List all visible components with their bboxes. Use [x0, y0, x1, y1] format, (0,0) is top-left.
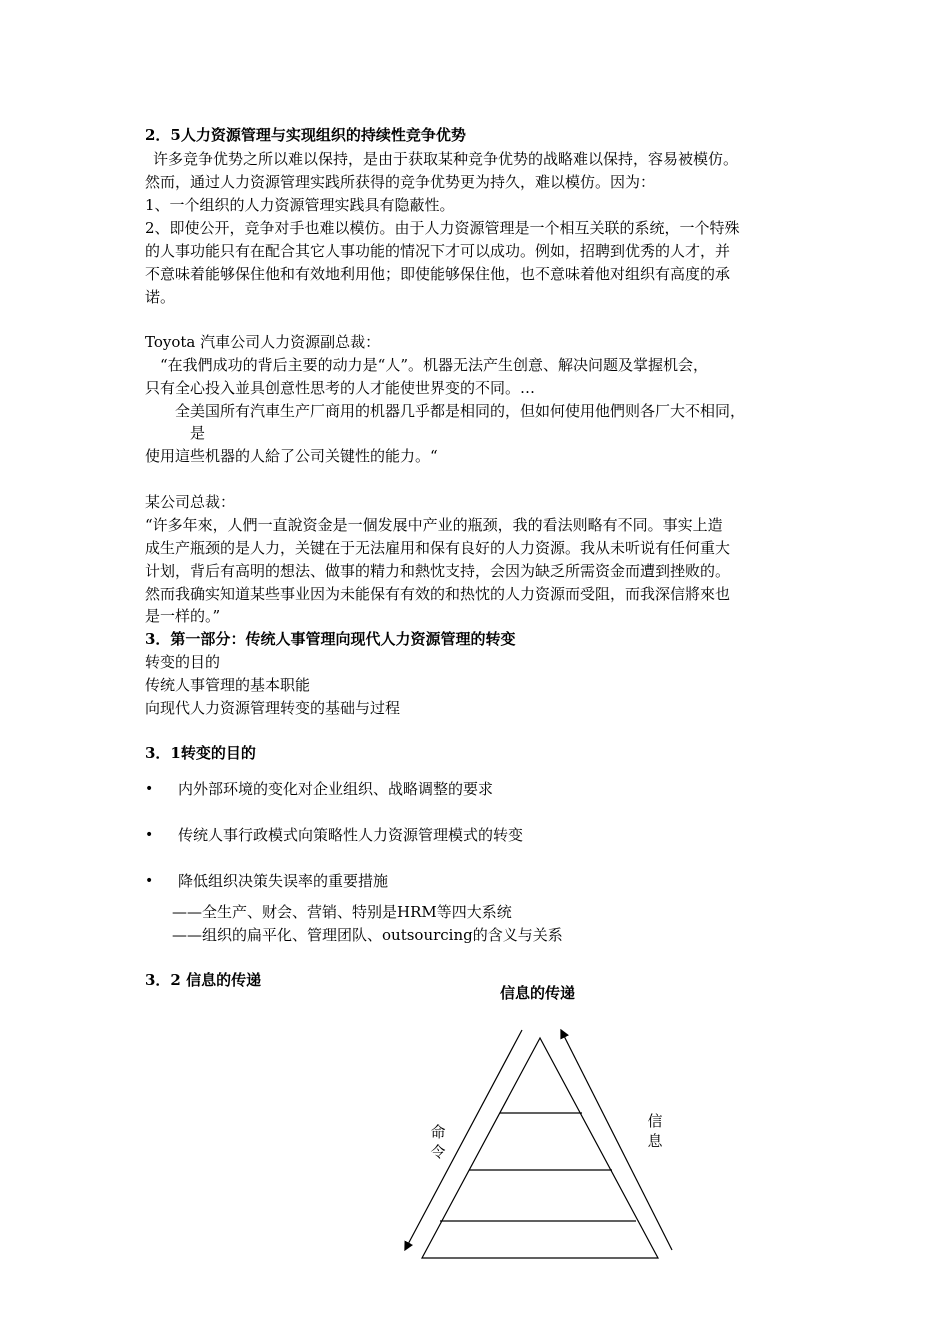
section-2-5-heading: 2．5人力资源管理与实现组织的持续性竞争优势	[145, 126, 466, 144]
quote-line: 是	[190, 424, 206, 442]
list-item: 传统人事管理的基本职能	[145, 676, 311, 694]
quote-line: 然而我确实知道某些事业因为未能保有有效的和热忱的人力资源而受阻，而我深信將來也	[145, 585, 731, 603]
bullet-icon: •	[145, 781, 154, 797]
information-label: 信 息	[647, 1112, 663, 1150]
quote-line: 全美国所有汽車生产厂商用的机器几乎都是相同的，但如何使用他們则各厂大不相同，	[175, 402, 746, 420]
paragraph-line: 许多竞争优势之所以难以保持，是由于获取某种竞争优势的战略难以保持，容易被模仿。	[153, 150, 739, 168]
command-arrow	[406, 1030, 522, 1248]
quote-line: 只有全心投入並具创意性思考的人才能使世界变的不同。…	[145, 379, 536, 397]
list-item: 1、一个组织的人力资源管理实践具有隐蔽性。	[145, 196, 455, 214]
section-3-1-heading: 3．1转变的目的	[145, 744, 256, 762]
paragraph-line: 诺。	[145, 288, 176, 306]
paragraph-line: 不意味着能够保住他和有效地利用他；即使能够保住他，也不意味着他对组织有高度的承	[145, 265, 731, 283]
bullet-icon: •	[145, 873, 154, 889]
paragraph-line: 然而，通过人力资源管理实践所获得的竞争优势更为持久，难以模仿。因为：	[145, 173, 656, 191]
bullet-icon: •	[145, 827, 154, 843]
quote-line: 是一样的。”	[145, 607, 221, 625]
sub-item: ——全生产、财会、营销、特别是HRM等四大系统	[172, 903, 512, 921]
quote-line: 成生产瓶颈的是人力，关键在于无法雇用和保有良好的人力资源。我从未听说有任何重大	[145, 539, 731, 557]
command-label: 命 令	[430, 1123, 446, 1161]
bullet-item: 降低组织决策失误率的重要措施	[178, 872, 389, 890]
section-3-heading: 3．第一部分：传统人事管理向现代人力资源管理的转变	[145, 630, 516, 648]
pyramid-outline	[422, 1038, 658, 1258]
list-item: 转变的目的	[145, 653, 221, 671]
list-item: 向现代人力资源管理转变的基础与过程	[145, 699, 401, 717]
quote-line: “在我們成功的背后主要的动力是“人”。机器无法产生创意、解决问题及掌握机会，	[160, 356, 709, 374]
quote-attribution: 某公司总裁：	[145, 493, 236, 511]
diagram-title: 信息的传递	[500, 984, 576, 1002]
quote-line: “许多年來，人們一直說资金是一個发展中产业的瓶颈，我的看法则略有不同。事实上造	[145, 516, 723, 534]
sub-item: ——组织的扁平化、管理团队、outsourcing的含义与关系	[172, 926, 563, 944]
bullet-item: 内外部环境的变化对企业组织、战略调整的要求	[178, 780, 494, 798]
bullet-item: 传统人事行政模式向策略性人力资源管理模式的转变	[178, 826, 524, 844]
section-3-2-heading: 3．2 信息的传递	[145, 971, 262, 989]
list-item: 2、即使公开，竞争对手也难以模仿。由于人力资源管理是一个相互关联的系统，一个特殊	[145, 219, 740, 237]
quote-line: 使用這些机器的人給了公司关键性的能力。“	[145, 447, 438, 465]
quote-line: 计划，背后有高明的想法、做事的精力和熱忱支持，会因为缺乏所需资金而遭到挫败的。	[145, 562, 731, 580]
quote-attribution: Toyota 汽車公司人力资源副总裁：	[145, 333, 381, 351]
paragraph-line: 的人事功能只有在配合其它人事功能的情况下才可以成功。例如，招聘到优秀的人才，并	[145, 242, 731, 260]
